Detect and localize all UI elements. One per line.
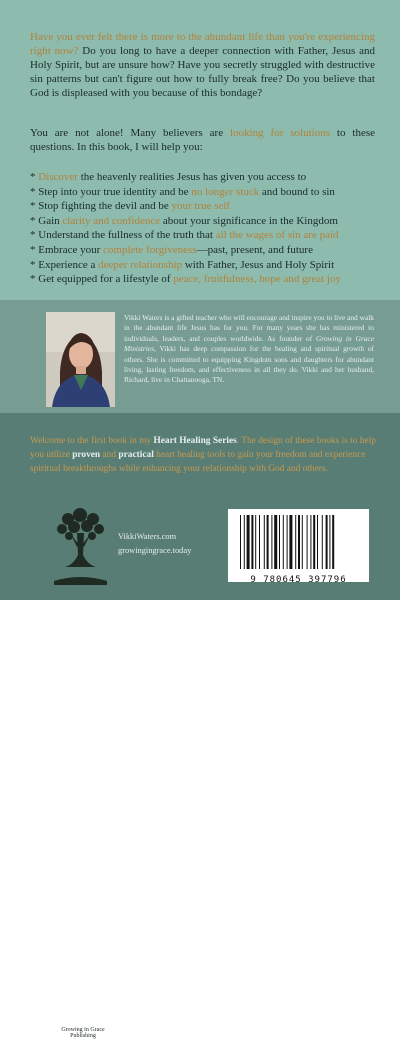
intro-text: Do you long to have a deeper connection with Father, Jesus and Holy Spirit, but are unsure how? Have you secretly struggled with destructive sin patterns but can't figure out how to fully break free? Do you believe that God is displeased with you because of this bondage? [30, 45, 375, 99]
list-item: * Get equipped for a lifestyle of peace, fruitfulness, hope and great joy [30, 273, 341, 286]
solutions-text-a: You are not alone! Many believers are [30, 127, 230, 139]
publisher-logo [48, 507, 113, 1039]
list-item: * Gain clarity and confidence about your significance in the Kingdom [30, 214, 338, 227]
solutions-text-b: to these questions. In this book, I will help you: [30, 127, 375, 153]
website-link-1[interactable]: VikkiWaters.com [118, 532, 177, 541]
benefits-list [30, 170, 380, 287]
author-bio: Vikki Waters is a gifted teacher who will encourage and inspire you to live and walk in the abundant life Jesus has for you. For many years she has ministered to individuals, leaders, and couples worldwide. As founder of Growing in Grace Ministries, Vikki has deep compassion for the healing and spiritual growth of others. She is committed to equipping Kingdom sons and daughters for abundant living, lasting freedom, and effectiveness in all they do. Vikki and her husband, Richard, live in Chattanooga, TN. [124, 313, 375, 385]
isbn-barcode [228, 509, 369, 582]
website-link-2[interactable]: growingingrace.today [118, 546, 192, 555]
list-item: * Step into your true identity and be no longer stuck and bound to sin [30, 185, 335, 198]
author-photo [46, 312, 115, 407]
list-item: * Experience a deeper relationship with Father, Jesus and Holy Spirit [30, 258, 335, 271]
publisher-name: Growing in Grace Publishing [61, 1027, 105, 1039]
intro-highlight: Have you ever felt there is more to the abundant life than you're experiencing right now? [30, 31, 375, 57]
list-item: * Understand the fullness of the truth that all the wages of sin are paid [30, 229, 339, 242]
website-links [118, 530, 191, 558]
list-item: * Embrace your complete forgiveness—past, present, and future [30, 243, 313, 256]
intro-paragraph [30, 30, 375, 100]
isbn-number: 9 780645 397796 [250, 575, 347, 585]
solutions-paragraph [30, 126, 375, 154]
list-item: * Stop fighting the devil and be your true self [30, 200, 231, 213]
series-paragraph: Welcome to the first book in my Heart Healing Series. The design of these books is to help you utilize proven and practical heart healing tools to gain your freedom and experience spiritual breakthroughs while enhancing your relationship with God and others. [30, 436, 376, 474]
list-item: * Discover the heavenly realities Jesus has given you access to [30, 171, 307, 183]
solutions-highlight: looking for solutions [230, 127, 330, 139]
